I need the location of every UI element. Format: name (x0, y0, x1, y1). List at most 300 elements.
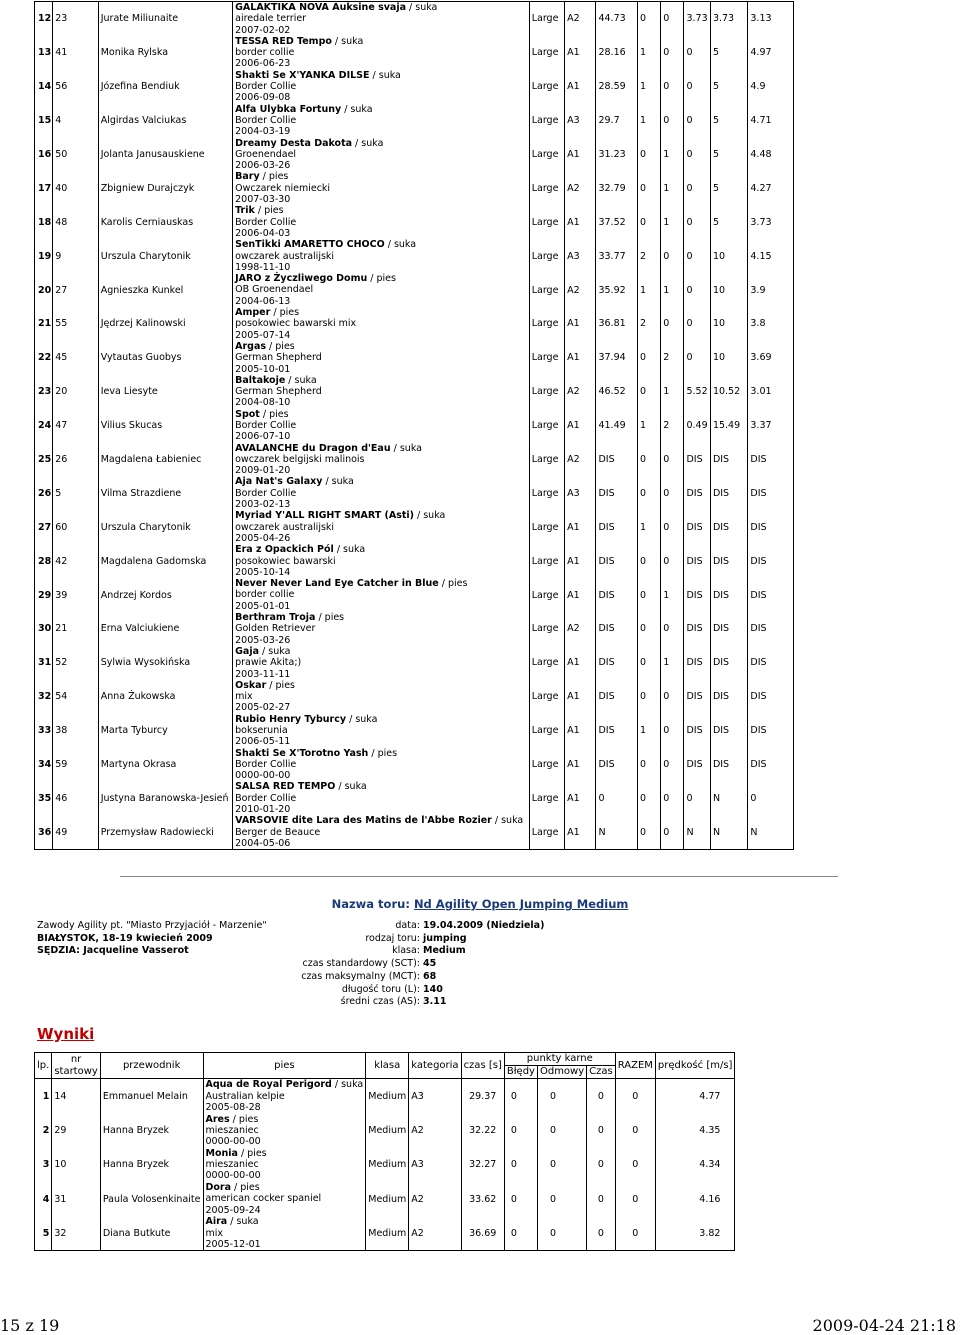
dog-name: Era z Opackich Pól (235, 544, 334, 556)
refusals-cell: 0 (661, 680, 684, 714)
faults-cell: 0 (504, 1113, 537, 1147)
category-cell: A2 (565, 443, 596, 477)
class-cell: Large (529, 443, 564, 477)
table-row (35, 1113, 735, 1147)
speed-cell: 3.9 (750, 284, 766, 296)
dog-birthdate: 0000-00-00 (205, 1136, 261, 1148)
dog-breed: border collie (235, 47, 295, 59)
total-cell: DIS (710, 646, 747, 680)
dog-cell (233, 375, 530, 409)
param-row (280, 945, 544, 958)
table-row (35, 815, 794, 849)
start-number-cell: 20 (53, 375, 99, 409)
dog-name: Bary (235, 171, 260, 183)
header-czas: czas [s] (461, 1053, 504, 1079)
time-faults-cell: DIS (684, 510, 710, 544)
dog-sex: pies (275, 679, 295, 691)
refusals-cell: 0 (661, 781, 684, 815)
faults-cell: 0 (637, 476, 660, 510)
table-row (35, 104, 794, 138)
place-cell: 24 (35, 409, 53, 443)
param-value: 19.04.2009 (Niedziela) (423, 920, 545, 931)
table-row (35, 36, 794, 70)
dog-name: Ares (205, 1113, 230, 1125)
time-cell: 36.81 (596, 307, 637, 341)
class-cell: Large (529, 578, 564, 612)
header-odmowy: Odmowy (537, 1066, 586, 1079)
faults-cell: 0 (637, 138, 660, 172)
start-number-cell: 55 (53, 307, 99, 341)
total-cell: 5 (710, 36, 747, 70)
start-number-cell: 26 (53, 443, 99, 477)
handler-cell: Andrzej Kordos (98, 578, 232, 612)
dog-cell (233, 307, 530, 341)
start-number-cell: 46 (53, 781, 99, 815)
param-value: 140 (423, 983, 443, 995)
results-table-medium (34, 1052, 735, 1251)
time-faults-cell: N (684, 815, 710, 849)
place-cell: 26 (35, 476, 53, 510)
faults-cell: 0 (637, 443, 660, 477)
dog-birthdate: 2004-08-10 (235, 397, 291, 409)
header-klasa: klasa (366, 1053, 409, 1079)
speed-cell: DIS (750, 725, 767, 737)
handler-cell: Erna Valciukiene (98, 612, 232, 646)
time-faults-cell: DIS (684, 748, 710, 782)
speed-cell: 4.34 (699, 1159, 721, 1171)
speed-cell: DIS (750, 555, 767, 567)
dog-cell (233, 443, 530, 477)
speed-cell: N (750, 826, 758, 838)
category-cell: A1 (565, 578, 596, 612)
category-cell: A1 (565, 138, 596, 172)
time-cell: 33.77 (596, 239, 637, 273)
class-cell: Large (529, 510, 564, 544)
header-predkosc: prędkość [m/s] (655, 1053, 735, 1079)
table-row (35, 612, 794, 646)
dog-name: Aira (205, 1216, 228, 1228)
place-cell: 4 (35, 1182, 52, 1216)
dog-breed: Border Collie (235, 419, 297, 431)
time-faults-cell: 0 (684, 138, 710, 172)
dog-birthdate: 2005-01-01 (235, 600, 291, 612)
dog-cell (233, 273, 530, 307)
results-table-large (34, 1, 794, 850)
dog-sex: suka (344, 781, 367, 793)
class-cell: Large (529, 70, 564, 104)
separator: / (259, 408, 270, 420)
separator: / (368, 747, 378, 759)
dog-sex: pies (377, 747, 398, 759)
time-faults-cell: 0 (684, 341, 710, 375)
dog-cell (233, 510, 530, 544)
dog-sex: suka (415, 2, 438, 13)
table-row (35, 2, 794, 36)
time-faults-cell: DIS (684, 578, 710, 612)
dog-breed: Border Collie (235, 758, 297, 770)
time-faults-cell: DIS (684, 544, 710, 578)
start-number-cell: 50 (53, 138, 99, 172)
class-cell: Large (529, 476, 564, 510)
param-value: Medium (423, 945, 466, 957)
place-cell: 14 (35, 70, 53, 104)
speed-cell: 3.73 (750, 216, 772, 228)
refusals-cell: 0 (661, 544, 684, 578)
table-row (35, 171, 794, 205)
refusals-cell: 0 (661, 510, 684, 544)
time-faults-cell: 0 (684, 781, 710, 815)
place-cell: 28 (35, 544, 53, 578)
category-cell: A3 (565, 476, 596, 510)
dog-cell (203, 1148, 366, 1182)
class-cell: Large (529, 409, 564, 443)
time-faults-cell: DIS (684, 476, 710, 510)
category-cell: A1 (565, 680, 596, 714)
handler-cell: Przemysław Radowiecki (98, 815, 232, 849)
refusals-cell: 1 (661, 578, 684, 612)
class-cell: Large (529, 375, 564, 409)
separator: / (335, 781, 345, 793)
dog-name: JARO z Życzliwego Domu (235, 273, 368, 285)
time-cell: DIS (596, 510, 637, 544)
table-row (35, 273, 794, 307)
separator: / (331, 1079, 342, 1091)
header-punkty: punkty karne (504, 1053, 615, 1066)
dog-birthdate: 2006-04-03 (235, 227, 291, 239)
dog-sex: pies (264, 205, 284, 217)
dog-cell (233, 239, 530, 273)
speed-cell: 3.13 (750, 13, 772, 25)
time-faults-cell: DIS (684, 612, 710, 646)
dog-sex: pies (240, 1182, 260, 1194)
dog-name: Shakti Se X'Torotno Yash (235, 747, 369, 759)
results-heading: Wyniki (37, 1025, 95, 1043)
time-cell: 33.62 (461, 1182, 504, 1216)
category-cell: A3 (409, 1148, 461, 1182)
time-cell: DIS (596, 748, 637, 782)
total-cell: 0 (615, 1182, 655, 1216)
start-number-cell: 5 (53, 476, 99, 510)
total-cell: 0 (615, 1148, 655, 1182)
param-value: 68 (423, 970, 437, 982)
param-label: data: (395, 920, 420, 931)
time-cell: 37.52 (596, 205, 637, 239)
dog-birthdate: 2005-10-01 (235, 363, 291, 375)
place-cell: 36 (35, 815, 53, 849)
time-faults-cell: 0 (684, 171, 710, 205)
start-number-cell: 21 (53, 612, 99, 646)
dog-cell (233, 171, 530, 205)
refusals-cell: 1 (661, 375, 684, 409)
speed-cell: DIS (750, 657, 767, 669)
start-number-cell: 49 (53, 815, 99, 849)
time-faults-cell: 0 (587, 1148, 616, 1182)
speed-cell: 3.69 (750, 352, 772, 364)
dog-cell (203, 1113, 366, 1147)
dog-name: Oskar (235, 679, 267, 691)
refusals-cell: 1 (661, 171, 684, 205)
time-cell: DIS (596, 544, 637, 578)
dog-sex: suka (423, 510, 446, 522)
faults-cell: 1 (637, 510, 660, 544)
place-cell: 13 (35, 36, 53, 70)
dog-birthdate: 2004-06-13 (235, 295, 291, 307)
separator: / (406, 2, 416, 13)
time-faults-cell: 0 (684, 239, 710, 273)
separator: / (266, 679, 276, 691)
dog-cell (233, 612, 530, 646)
dog-breed: border collie (235, 589, 295, 601)
faults-cell: 1 (637, 70, 660, 104)
faults-cell: 0 (637, 375, 660, 409)
total-cell: DIS (710, 578, 747, 612)
class-cell: Large (529, 341, 564, 375)
header-pies: pies (203, 1053, 366, 1079)
category-cell: A1 (565, 781, 596, 815)
dog-sex: pies (447, 578, 468, 590)
total-cell: 15.49 (710, 409, 747, 443)
faults-cell: 0 (637, 578, 660, 612)
param-row (280, 996, 544, 1009)
start-number-cell: 42 (53, 544, 99, 578)
table-row (35, 781, 794, 815)
faults-cell: 0 (637, 544, 660, 578)
dog-breed: prawie Akita;) (235, 657, 302, 669)
param-label: czas maksymalny (MCT): (301, 970, 420, 982)
param-row (280, 933, 544, 946)
dog-birthdate: 2003-02-13 (235, 499, 291, 511)
param-value: 3.11 (423, 996, 447, 1008)
start-number-cell: 54 (53, 680, 99, 714)
category-cell: A1 (565, 341, 596, 375)
separator: / (231, 1182, 241, 1194)
dog-sex: pies (376, 273, 396, 285)
place-cell: 32 (35, 680, 53, 714)
dog-sex: suka (399, 442, 422, 454)
category-cell: A1 (565, 815, 596, 849)
total-cell: 10 (710, 273, 747, 307)
faults-cell: 0 (637, 815, 660, 849)
place-cell: 19 (35, 239, 53, 273)
param-row (280, 958, 544, 971)
faults-cell: 0 (504, 1079, 537, 1114)
place-cell: 15 (35, 104, 53, 138)
place-cell: 29 (35, 578, 53, 612)
time-faults-cell: 0 (587, 1182, 616, 1216)
table-row (35, 544, 794, 578)
place-cell: 1 (35, 1079, 52, 1114)
handler-cell: Justyna Baranowska-Jesień (98, 781, 232, 815)
separator: / (259, 645, 269, 657)
total-cell: 5 (710, 205, 747, 239)
dog-cell (233, 476, 530, 510)
class-cell: Large (529, 748, 564, 782)
class-cell: Large (529, 544, 564, 578)
place-cell: 16 (35, 138, 53, 172)
dog-name: VARSOVIE dite Lara des Matins de l'Abbe Rozier (235, 815, 492, 827)
dog-cell (233, 544, 530, 578)
dog-name: Argas (235, 340, 267, 352)
dog-sex: suka (236, 1216, 259, 1228)
speed-cell: 4.77 (699, 1090, 721, 1102)
competition-judge: SĘDZIA: Jacqueline Vasserot (37, 945, 189, 956)
start-number-cell: 45 (53, 341, 99, 375)
dog-name: Gaja (235, 645, 260, 657)
dog-cell (233, 341, 530, 375)
time-cell: DIS (596, 612, 637, 646)
dog-cell (233, 205, 530, 239)
start-number-cell: 52 (53, 646, 99, 680)
total-cell: N (710, 815, 747, 849)
place-cell: 31 (35, 646, 53, 680)
place-cell: 21 (35, 307, 53, 341)
dog-cell (233, 36, 530, 70)
speed-cell: 3.82 (699, 1227, 721, 1239)
class-cell: Large (529, 239, 564, 273)
table-row (35, 443, 794, 477)
handler-cell: Vytautas Guobys (98, 341, 232, 375)
dog-birthdate: 2006-03-26 (235, 160, 291, 172)
time-faults-cell: 5.52 (684, 375, 710, 409)
dog-birthdate: 2005-04-26 (235, 532, 291, 544)
dog-sex: suka (341, 35, 364, 47)
time-cell: DIS (596, 578, 637, 612)
class-cell: Large (529, 138, 564, 172)
table-row (35, 375, 794, 409)
refusals-cell: 0 (537, 1079, 586, 1114)
separator: / (384, 239, 394, 251)
class-cell: Large (529, 104, 564, 138)
time-cell: DIS (596, 443, 637, 477)
faults-cell: 0 (504, 1148, 537, 1182)
speed-cell: DIS (750, 487, 767, 499)
speed-cell: DIS (750, 521, 767, 533)
header-nr: nr startowy (52, 1053, 101, 1079)
handler-cell: Martyna Okrasa (98, 748, 232, 782)
dog-birthdate: 2005-03-26 (235, 634, 291, 646)
speed-cell: 3.8 (750, 318, 766, 330)
category-cell: A3 (565, 239, 596, 273)
faults-cell: 0 (637, 341, 660, 375)
category-cell: A3 (565, 104, 596, 138)
dog-name: Baltakoje (235, 374, 286, 386)
separator: / (352, 137, 362, 149)
faults-cell: 0 (637, 680, 660, 714)
dog-cell (233, 646, 530, 680)
faults-cell: 0 (637, 748, 660, 782)
class-cell: Large (529, 36, 564, 70)
param-label: rodzaj toru: (365, 932, 420, 944)
start-number-cell: 48 (53, 205, 99, 239)
place-cell: 5 (35, 1216, 52, 1251)
category-cell: A1 (565, 544, 596, 578)
time-faults-cell: 0 (684, 307, 710, 341)
dog-breed: mix (205, 1227, 224, 1239)
dog-cell (233, 781, 530, 815)
category-cell: A1 (565, 409, 596, 443)
total-cell: 10.52 (710, 375, 747, 409)
faults-cell: 2 (637, 239, 660, 273)
time-faults-cell: 0 (684, 205, 710, 239)
time-cell: 29.37 (461, 1079, 504, 1114)
param-label: średni czas (AS): (340, 996, 420, 1008)
place-cell: 18 (35, 205, 53, 239)
total-cell: DIS (710, 748, 747, 782)
dog-breed: Border Collie (235, 114, 297, 126)
header-czas-karny: Czas (587, 1066, 616, 1079)
faults-cell: 1 (637, 714, 660, 748)
faults-cell: 1 (637, 36, 660, 70)
category-cell: A2 (409, 1216, 461, 1251)
start-number-cell: 14 (52, 1079, 101, 1114)
category-cell: A2 (565, 612, 596, 646)
class-cell: Large (529, 171, 564, 205)
time-cell: 36.69 (461, 1216, 504, 1251)
dog-breed: mieszaniec (205, 1159, 259, 1171)
dog-cell (233, 680, 530, 714)
time-cell: 46.52 (596, 375, 637, 409)
dog-birthdate: 2004-05-06 (235, 837, 291, 849)
place-cell: 35 (35, 781, 53, 815)
time-cell: 44.73 (596, 2, 637, 36)
time-faults-cell: 0 (587, 1079, 616, 1114)
dog-sex: pies (275, 340, 295, 352)
refusals-cell: 0 (537, 1182, 586, 1216)
category-cell: A1 (565, 70, 596, 104)
time-faults-cell: DIS (684, 714, 710, 748)
separator: / (438, 578, 448, 590)
dog-cell (233, 2, 530, 36)
dog-cell (233, 104, 530, 138)
refusals-cell: 0 (537, 1216, 586, 1251)
refusals-cell: 1 (661, 138, 684, 172)
dog-breed: OB Groenendael (235, 284, 314, 296)
start-number-cell: 10 (52, 1148, 101, 1182)
total-cell: DIS (710, 612, 747, 646)
start-number-cell: 38 (53, 714, 99, 748)
dog-breed: airedale terrier (235, 13, 307, 25)
place-cell: 23 (35, 375, 53, 409)
dog-birthdate: 2006-06-23 (235, 58, 291, 70)
class-cell: Large (529, 815, 564, 849)
handler-cell: Józefina Bendiuk (98, 70, 232, 104)
table-row (35, 646, 794, 680)
dog-sex: pies (269, 408, 289, 420)
dog-breed: Golden Retriever (235, 623, 316, 635)
dog-breed: Border Collie (235, 792, 297, 804)
category-cell: A1 (565, 205, 596, 239)
speed-cell: 4.71 (750, 115, 772, 127)
dog-birthdate: 2007-03-30 (235, 194, 291, 206)
dog-name: SALSA RED TEMPO (235, 781, 336, 793)
total-cell: DIS (710, 680, 747, 714)
separator: / (322, 476, 332, 488)
dog-cell (203, 1079, 366, 1114)
handler-cell: Marta Tyburcy (98, 714, 232, 748)
refusals-cell: 0 (661, 36, 684, 70)
dog-breed: owczarek belgijski malinois (235, 453, 365, 465)
separator: / (266, 340, 276, 352)
total-cell: DIS (710, 714, 747, 748)
class-cell: Large (529, 273, 564, 307)
dog-breed: owczarek australijski (235, 250, 335, 262)
dog-cell (233, 138, 530, 172)
class-cell: Large (529, 680, 564, 714)
refusals-cell: 0 (661, 748, 684, 782)
handler-cell: Vilius Skucas (98, 409, 232, 443)
separator: / (333, 544, 344, 556)
refusals-cell: 0 (661, 612, 684, 646)
